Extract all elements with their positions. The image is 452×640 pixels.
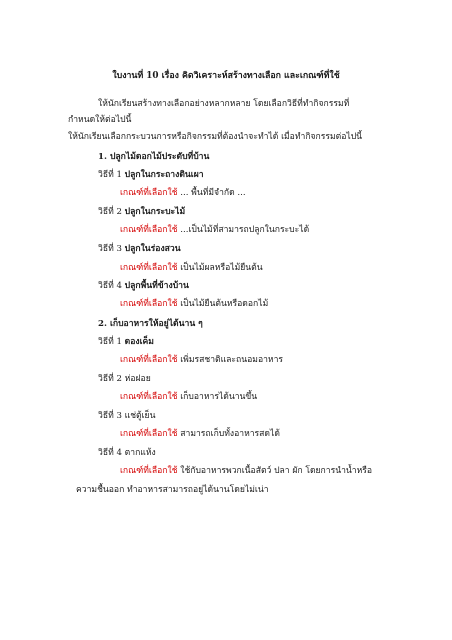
method-row (98, 208, 185, 217)
method-row (98, 412, 155, 421)
intro-line-2: กำหนดให้ต่อไปนี้ (68, 115, 132, 125)
method-name: แช่ตู้เย็น (124, 411, 156, 421)
method-label: วิธีที่ 3 (98, 244, 122, 254)
criteria-label: เกณฑ์ที่เลือกใช้ (120, 466, 178, 476)
method-name: ปลูกในกระบะไม้ (124, 207, 186, 217)
method-label: วิธีที่ 2 (98, 207, 122, 217)
criteria-row (120, 264, 263, 273)
method-row (98, 338, 154, 347)
criteria-label: เกณฑ์ที่เลือกใช้ (120, 225, 178, 235)
criteria-row (120, 300, 268, 309)
criteria-row (120, 356, 283, 365)
criteria-text: เป็นไม้ผลหรือไม้ยืนต้น (177, 263, 263, 273)
method-name: ปลูกในร่องสวน (124, 244, 181, 254)
method-name: ตากแห้ง (124, 448, 156, 458)
criteria-text: สามารถเก็บทั้งอาหารสดได้ (177, 429, 280, 439)
method-row (98, 449, 156, 458)
method-name: ปลูกพื้นที่ข้างบ้าน (124, 281, 189, 291)
criteria-text: ใช้กับอาหารพวกเนื้อสัตว์ ปลา ผัก โดยการนำน้ำหรือ (177, 466, 373, 476)
method-label: วิธีที่ 2 (98, 374, 122, 384)
criteria-row (120, 430, 280, 439)
criteria-label: เกณฑ์ที่เลือกใช้ (120, 355, 178, 365)
method-label: วิธีที่ 4 (98, 448, 122, 458)
criteria-row (120, 467, 372, 476)
section-heading: 1. ปลูกไม้ดอกไม้ประดับที่บ้าน (98, 152, 210, 162)
intro-line-1: ให้นักเรียนสร้างทางเลือกอย่างหลากหลาย โดยเลือกวิธีที่ทำกิจกรรมที่ (98, 99, 350, 109)
method-label: วิธีที่ 1 (98, 337, 122, 347)
criteria-text: ... พื้นที่มีจำกัด ... (177, 188, 246, 198)
method-name: ดองเค็ม (124, 337, 154, 347)
method-name: ปลูกในกระถางดินเผา (124, 170, 204, 180)
section-heading: 2. เก็บอาหารให้อยู่ได้นาน ๆ (98, 319, 203, 329)
criteria-text: เป็นไม้ยืนต้นหรือดอกไม้ (177, 299, 269, 309)
criteria-label: เกณฑ์ที่เลือกใช้ (120, 188, 178, 198)
method-name: ห่อฝอย (124, 374, 151, 384)
method-row (98, 245, 181, 254)
method-row (98, 171, 204, 180)
criteria-row (120, 189, 246, 198)
criteria-text: เก็บอาหารได้นานขึ้น (177, 392, 258, 402)
method-label: วิธีที่ 1 (98, 170, 122, 180)
page-title: ใบงานที่ 10 เรื่อง คิดวิเคราะห์สร้างทางเลือก และเกณฑ์ที่ใช้ (112, 71, 340, 81)
method-label: วิธีที่ 4 (98, 281, 122, 291)
criteria-row (120, 226, 309, 235)
method-label: วิธีที่ 3 (98, 411, 122, 421)
criteria-continuation: ความชื้นออก ทำอาหารสามารถอยู่ได้นานโดยไม่เน่า (76, 485, 269, 495)
criteria-row (120, 393, 257, 402)
criteria-label: เกณฑ์ที่เลือกใช้ (120, 429, 178, 439)
criteria-text: ...เป็นไม้ที่สามารถปลูกในกระบะได้ (177, 225, 310, 235)
method-row (98, 282, 189, 291)
intro-line-3: ให้นักเรียนเลือกกระบวนการหรือกิจกรรมที่ต้องนำจะทำได้ เมื่อทำกิจกรรมต่อไปนี้ (68, 132, 363, 142)
method-row (98, 375, 151, 384)
criteria-text: เพิ่มรสชาติและถนอมอาหาร (177, 355, 284, 365)
criteria-label: เกณฑ์ที่เลือกใช้ (120, 263, 178, 273)
criteria-label: เกณฑ์ที่เลือกใช้ (120, 392, 178, 402)
criteria-label: เกณฑ์ที่เลือกใช้ (120, 299, 178, 309)
